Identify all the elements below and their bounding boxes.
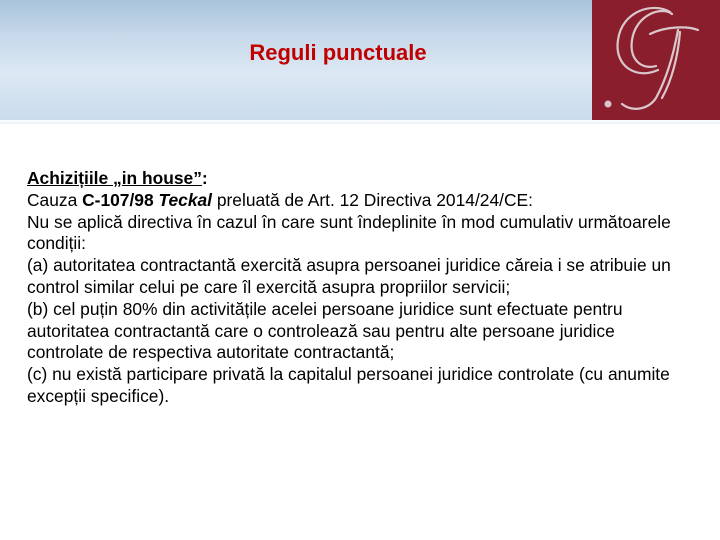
- slide-title: Reguli punctuale: [249, 40, 427, 65]
- cj-monogram-logo: [592, 0, 720, 120]
- condition-a: (a) autoritatea contractantă exercită asupra persoanei juridice căreia i se atribuie un control similar celui pe care îl exercită asupra propriilor servicii;: [27, 255, 671, 297]
- in-house-heading: Achizițiile „in house”: [27, 168, 202, 188]
- slide-body: [27, 168, 695, 408]
- case-line: [27, 190, 695, 212]
- heading-colon: :: [201, 168, 208, 188]
- condition-c: (c) nu există participare privată la capitalul persoanei juridice controlate (cu anumite excepții specifice).: [27, 364, 670, 406]
- case-number: C-107/98: [82, 189, 154, 210]
- case-rest: preluată de Art. 12 Directiva 2014/24/CE:: [212, 189, 533, 210]
- condition-b: (b) cel puțin 80% din activitățile acelei persoane juridice sunt efectuate pentru autoritatea contractantă care o controlează sau pentru alte persoane juridice controlate de respectiva autoritate contractantă;: [27, 298, 623, 363]
- case-name: Teckal: [158, 189, 212, 210]
- cj-monogram-logo-graphic: [592, 0, 720, 120]
- intro-paragraph: Nu se aplică directiva în cazul în care sunt îndeplinite în mod cumulativ următoarele condiții:: [27, 211, 671, 254]
- heading-line: [27, 168, 695, 190]
- case-intro: Cauza: [27, 189, 83, 210]
- header-divider: [0, 120, 720, 124]
